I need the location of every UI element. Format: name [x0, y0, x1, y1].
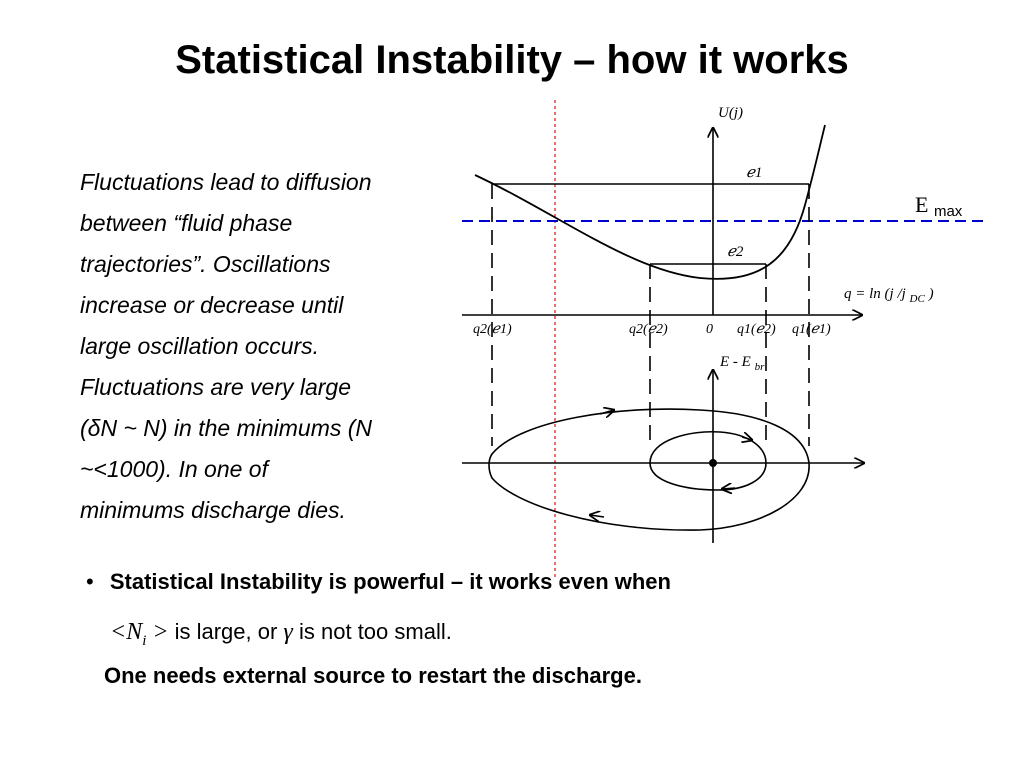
outer-orbit — [489, 409, 809, 530]
bullet-text: Statistical Instability is powerful – it works even when — [109, 569, 671, 594]
tick-q1-e2: q1(ℯ2) — [737, 322, 776, 337]
inner-orbit-arrow-bottom — [722, 488, 735, 489]
description-line: increase or decrease until — [80, 292, 344, 318]
math-gamma: γ — [283, 619, 293, 645]
math-ni-sub: i — [142, 632, 147, 649]
bullet-item — [86, 569, 671, 595]
text-not-too-small: is not too small. — [299, 619, 452, 644]
math-ni-end: > — [146, 619, 169, 645]
epsilon1-label: ℯ1 — [746, 165, 763, 181]
q-axis-label — [844, 286, 934, 306]
description-line: between “fluid phase — [80, 210, 293, 236]
conclusion-text: One needs external source to restart the discharge. — [104, 663, 642, 688]
math-ni-main: <N — [110, 619, 143, 645]
description-line: Fluctuations lead to diffusion — [80, 169, 372, 195]
description-line: Fluctuations are very large — [80, 374, 352, 400]
description-line: large oscillation occurs. — [80, 333, 320, 359]
description-line: ~<1000). In one of — [80, 456, 268, 482]
emax-label-sub: max — [933, 203, 963, 220]
description-line: trajectories”. Oscillations — [80, 251, 331, 277]
fixed-point — [709, 459, 717, 467]
inner-orbit — [650, 432, 766, 490]
u-axis-label: U(j) — [718, 105, 743, 121]
description-line: minimums discharge dies. — [80, 497, 346, 523]
q-axis-label-main: q = ln (j /j — [844, 286, 906, 302]
bullet-continuation — [110, 619, 452, 650]
q-axis-label-end: ) — [928, 286, 934, 302]
inner-orbit-arrow-top — [742, 437, 752, 440]
tick-q1-e1: q1(ℯ1) — [792, 322, 831, 337]
emax-label — [915, 192, 963, 220]
q-axis-label-sub: DC — [909, 293, 925, 305]
text-is-large: is large, or — [174, 619, 284, 644]
bullet-symbol: • — [86, 569, 94, 594]
potential-curve — [475, 125, 825, 279]
tick-q2-e2: q2(ℯ2) — [629, 322, 668, 337]
math-ni — [110, 619, 175, 649]
emax-label-main: E — [915, 192, 929, 217]
tick-q2-e1: q2(ℯ1) — [473, 322, 512, 337]
slide-title: Statistical Instability – how it works — [175, 38, 849, 82]
tick-zero: 0 — [706, 322, 713, 337]
energy-axis-label-main: E - E — [720, 354, 751, 370]
description-line: (δN ~ N) in the minimums (N — [80, 415, 373, 441]
energy-axis-label-sub: br — [754, 361, 765, 373]
epsilon2-label: ℯ2 — [727, 244, 744, 260]
energy-axis-label — [719, 354, 765, 373]
outer-orbit-arrow-bottom — [590, 515, 604, 517]
